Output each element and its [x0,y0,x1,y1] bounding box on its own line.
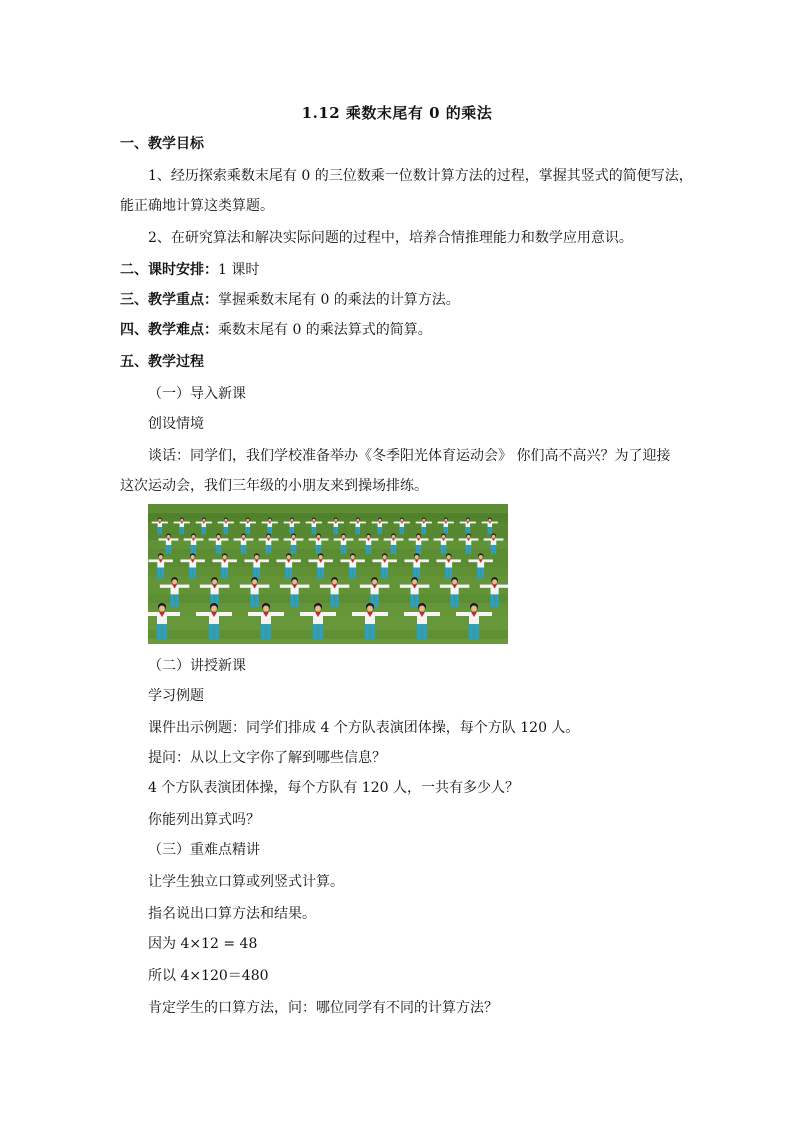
section-key-point-heading: 三、教学重点： [120,292,218,308]
process-intro: （一）导入新课 [148,386,246,402]
process-ask-formula: 你能列出算式吗？ [148,812,260,828]
students-exercise-photo [148,504,508,644]
page-title: 1.12 乘数末尾有 0 的乘法 [301,104,493,122]
process-because: 因为 4×12 = 48 [148,936,258,952]
section-difficulty-value: 乘数末尾有 0 的乘法算式的简算。 [218,322,432,338]
process-scenario: 创设情境 [148,416,204,432]
process-courseware-example: 课件出示例题：同学们排成 4 个方队表演团体操，每个方队 120 人。 [148,720,580,736]
process-independent-calc: 让学生独立口算或列竖式计算。 [148,874,344,890]
section-objectives-heading: 一、教学目标 [120,136,204,152]
process-new-lesson: （二）讲授新课 [148,658,246,674]
process-info: 4 个方队表演团体操，每个方队有 120 人，一共有多少人？ [148,780,519,796]
section-schedule-value: 1 课时 [218,262,260,278]
process-example: 学习例题 [148,688,204,704]
section-process-heading: 五、教学过程 [120,354,204,370]
process-affirm: 肯定学生的口算方法，问：哪位同学有不同的计算方法？ [148,1000,498,1016]
process-therefore: 所以 4×120＝480 [148,968,269,984]
section-schedule [120,260,680,280]
process-talk-line-1: 谈话：同学们，我们学校准备举办《冬季阳光体育运动会》 你们高不高兴？为了迎接 [148,448,671,464]
process-talk-line-2: 这次运动会，我们三年级的小朋友来到操场排练。 [120,478,428,494]
section-key-point-value: 掌握乘数末尾有 0 的乘法的计算方法。 [218,292,460,308]
objective-1-line-2: 能正确地计算这类算题。 [120,198,274,214]
section-key-point [120,290,680,310]
section-difficulty-heading: 四、教学难点： [120,322,218,338]
process-name-answer: 指名说出口算方法和结果。 [148,906,316,922]
students-exercise-illustration [148,504,508,644]
process-key-difficulty: （三）重难点精讲 [148,842,260,858]
objective-1-line-1: 1、经历探索乘数末尾有 0 的三位数乘一位数计算方法的过程，掌握其竖式的简便写法， [148,168,693,184]
section-difficulty [120,320,680,340]
section-schedule-heading: 二、课时安排： [120,262,218,278]
process-question: 提问：从以上文字你了解到哪些信息？ [148,750,386,766]
objective-2: 2、在研究算法和解决实际问题的过程中，培养合情推理能力和数学应用意识。 [148,230,633,246]
